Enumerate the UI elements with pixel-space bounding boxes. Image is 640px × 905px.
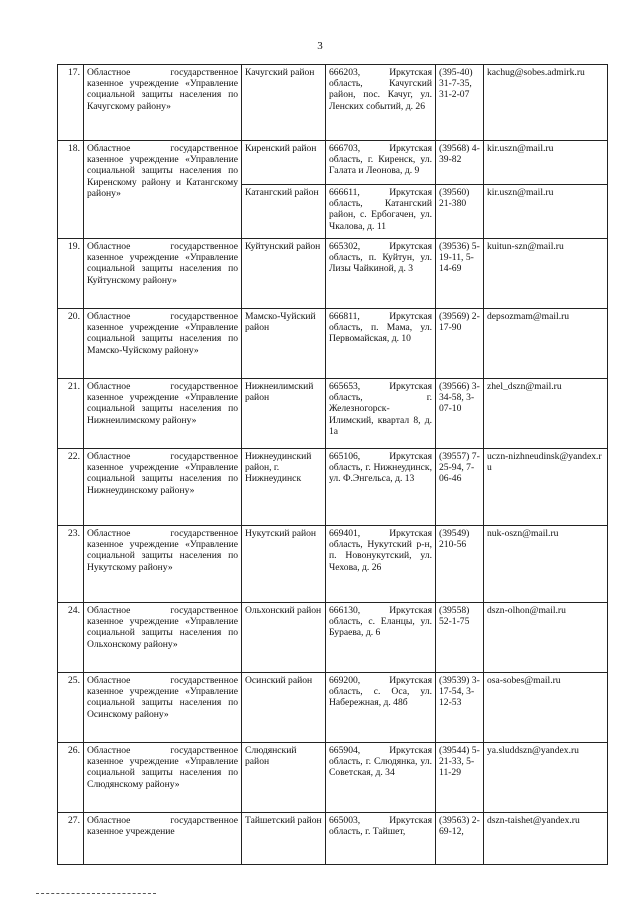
row-number: 24. [58,603,84,673]
page-number: 3 [317,40,323,52]
office-phone: (39568) 4-39-82 [436,141,484,185]
office-email: kuitun-szn@mail.ru [484,239,608,309]
row-number: 25. [58,673,84,743]
office-phone: (39549) 210-56 [436,526,484,603]
organization-name: Областное государственное казенное учреждение «Управление социальной защиты населения по Ольхонскому району» [84,603,242,673]
office-email: kir.uszn@mail.ru [484,185,608,239]
district-name: Тайшетский район [242,813,326,865]
organization-name: Областное государственное казенное учреждение «Управление социальной защиты населения по Нукутскому району» [84,526,242,603]
organization-name: Областное государственное казенное учреждение «Управление социальной защиты населения по Куйтунскому району» [84,239,242,309]
organization-name: Областное государственное казенное учреждение «Управление социальной защиты населения по Мамско-Чуйскому району» [84,309,242,379]
district-name: Нижнеилимский район [242,379,326,449]
office-email: uczn-nizhneudinsk@yandex.ru [484,449,608,526]
row-number: 26. [58,743,84,813]
office-email: osa-sobes@mail.ru [484,673,608,743]
office-phone: (39563) 2-69-12, [436,813,484,865]
table-row [58,309,608,379]
district-name: Качугский район [242,65,326,141]
organization-name: Областное государственное казенное учреждение «Управление социальной защиты населения по Слюдянскому району» [84,743,242,813]
row-number: 20. [58,309,84,379]
office-email: nuk-oszn@mail.ru [484,526,608,603]
office-email: zhel_dszn@mail.ru [484,379,608,449]
office-phone: (39558) 52-1-75 [436,603,484,673]
office-phone: (39569) 2-17-90 [436,309,484,379]
office-phone: (39544) 5-21-33, 5-11-29 [436,743,484,813]
organization-name: Областное государственное казенное учреждение «Управление социальной защиты населения по Нижнеилимскому району» [84,379,242,449]
district-name: Ольхонский район [242,603,326,673]
row-number: 22. [58,449,84,526]
organization-name: Областное государственное казенное учреждение «Управление социальной защиты населения по Киренскому району и Катангскому району» [84,141,242,239]
table-row [58,141,608,185]
table-row [58,65,608,141]
district-name: Катангский район [242,185,326,239]
organization-name: Областное государственное казенное учреждение [84,813,242,865]
office-email: dszn-olhon@mail.ru [484,603,608,673]
district-name: Мамско-Чуйский район [242,309,326,379]
district-name: Нижнеудинский район, г. Нижнеудинск [242,449,326,526]
table-row [58,813,608,865]
office-address: 666130, Иркутская область, с. Еланцы, ул. Бураева, д. 6 [326,603,436,673]
office-address: 665302, Иркутская область, п. Куйтун, ул. Лизы Чайкиной, д. 3 [326,239,436,309]
row-number: 18. [58,141,84,239]
table-row [58,239,608,309]
table-row [58,379,608,449]
district-name: Осинский район [242,673,326,743]
office-phone: (39536) 5-19-11, 5-14-69 [436,239,484,309]
row-number: 23. [58,526,84,603]
office-address: 669200, Иркутская область, с. Оса, ул. Набережная, д. 48б [326,673,436,743]
district-name: Нукутский район [242,526,326,603]
district-name: Слюдянский район [242,743,326,813]
office-address: 665106, Иркутская область, г. Нижнеудинск, ул. Ф.Энгельса, д. 13 [326,449,436,526]
district-name: Куйтунский район [242,239,326,309]
table-row [58,743,608,813]
office-address: 665904, Иркутская область, г. Слюдянка, ул. Советская, д. 34 [326,743,436,813]
row-number: 27. [58,813,84,865]
organization-name: Областное государственное казенное учреждение «Управление социальной защиты населения по Осинскому району» [84,673,242,743]
office-phone: (39566) 3-34-58, 3-07-10 [436,379,484,449]
table-row [58,673,608,743]
office-email: kir.uszn@mail.ru [484,141,608,185]
office-address: 666203, Иркутская область, Качугский район, пос. Качуг, ул. Ленских событий, д. 26 [326,65,436,141]
office-address: 665653, Иркутская область, г. Железногорск-Илимский, квартал 8, д. 1а [326,379,436,449]
row-number: 19. [58,239,84,309]
office-address: 666611, Иркутская область, Катангский район, с. Ербогачен, ул. Чкалова, д. 11 [326,185,436,239]
office-address: 669401, Иркутская область, Нукутский р-н, п. Новонукутский, ул. Чехова, д. 26 [326,526,436,603]
office-address: 666811, Иркутская область, п. Мама, ул. Первомайская, д. 10 [326,309,436,379]
organization-name: Областное государственное казенное учреждение «Управление социальной защиты населения по Качугскому району» [84,65,242,141]
office-email: ya.sluddszn@yandex.ru [484,743,608,813]
office-address: 665003, Иркутская область, г. Тайшет, [326,813,436,865]
table-body [58,65,608,865]
office-email: dszn-taishet@yandex.ru [484,813,608,865]
table-row [58,526,608,603]
footer-rule [36,893,156,894]
office-address: 666703, Иркутская область, г. Киренск, ул. Галата и Леонова, д. 9 [326,141,436,185]
office-phone: (39557) 7-25-94, 7-06-46 [436,449,484,526]
district-name: Киренский район [242,141,326,185]
office-phone: (39539) 3-17-54, 3-12-53 [436,673,484,743]
table-row [58,603,608,673]
office-phone: (395-40) 31-7-35, 31-2-07 [436,65,484,141]
office-email: kachug@sobes.admirk.ru [484,65,608,141]
offices-table [57,64,608,865]
row-number: 17. [58,65,84,141]
table-row [58,449,608,526]
row-number: 21. [58,379,84,449]
office-phone: (39560) 21-380 [436,185,484,239]
organization-name: Областное государственное казенное учреждение «Управление социальной защиты населения по Нижнеудинскому району» [84,449,242,526]
office-email: depsozmam@mail.ru [484,309,608,379]
